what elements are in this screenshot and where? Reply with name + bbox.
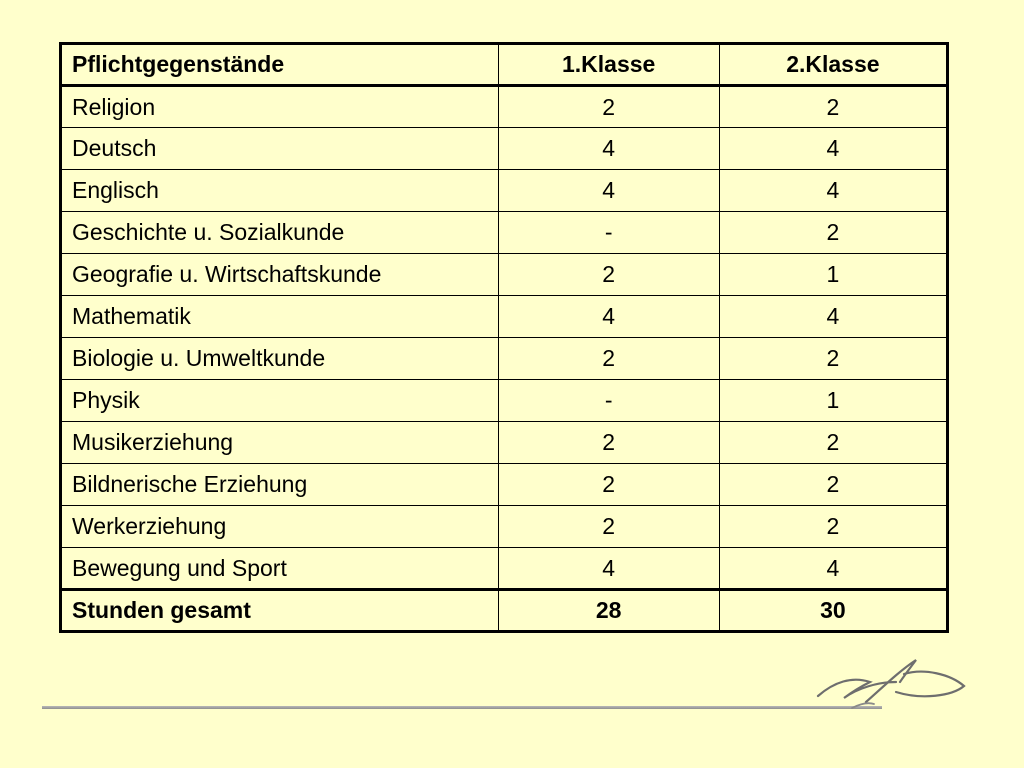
header-subject: Pflichtgegenstände (61, 44, 499, 86)
subject-cell: Physik (61, 380, 499, 422)
total-class-2: 30 (719, 590, 947, 632)
class-1-hours-cell: 4 (498, 128, 719, 170)
class-1-hours-cell: - (498, 212, 719, 254)
table-row (61, 296, 948, 338)
class-1-hours-cell: 2 (498, 86, 719, 128)
class-1-hours-cell: 2 (498, 464, 719, 506)
header-class-1: 1.Klasse (498, 44, 719, 86)
class-1-hours-cell: 4 (498, 548, 719, 590)
class-2-hours-cell: 2 (719, 86, 947, 128)
class-1-hours-cell: - (498, 380, 719, 422)
total-label: Stunden gesamt (61, 590, 499, 632)
class-1-hours-cell: 2 (498, 254, 719, 296)
table-row (61, 380, 948, 422)
class-2-hours-cell: 4 (719, 296, 947, 338)
class-1-hours-cell: 2 (498, 506, 719, 548)
subject-cell: Religion (61, 86, 499, 128)
subject-cell: Bewegung und Sport (61, 548, 499, 590)
class-1-hours-cell: 4 (498, 170, 719, 212)
class-2-hours-cell: 2 (719, 464, 947, 506)
bird-logo-icon (812, 652, 972, 714)
class-1-hours-cell: 2 (498, 338, 719, 380)
subject-cell: Geografie u. Wirtschaftskunde (61, 254, 499, 296)
table-header-row (61, 44, 948, 86)
class-2-hours-cell: 2 (719, 212, 947, 254)
class-2-hours-cell: 4 (719, 548, 947, 590)
subject-cell: Geschichte u. Sozialkunde (61, 212, 499, 254)
class-2-hours-cell: 4 (719, 128, 947, 170)
table-row (61, 548, 948, 590)
table-row (61, 464, 948, 506)
subject-cell: Werkerziehung (61, 506, 499, 548)
header-class-2: 2.Klasse (719, 44, 947, 86)
subject-cell: Englisch (61, 170, 499, 212)
table-row (61, 212, 948, 254)
subject-cell: Biologie u. Umweltkunde (61, 338, 499, 380)
table-row (61, 86, 948, 128)
class-2-hours-cell: 2 (719, 506, 947, 548)
decorative-divider-line (42, 706, 882, 709)
class-2-hours-cell: 1 (719, 380, 947, 422)
table-row (61, 254, 948, 296)
class-2-hours-cell: 4 (719, 170, 947, 212)
class-2-hours-cell: 2 (719, 422, 947, 464)
class-2-hours-cell: 1 (719, 254, 947, 296)
class-2-hours-cell: 2 (719, 338, 947, 380)
total-class-1: 28 (498, 590, 719, 632)
class-1-hours-cell: 4 (498, 296, 719, 338)
table-row (61, 128, 948, 170)
table-row (61, 338, 948, 380)
subject-hours-table (59, 42, 949, 633)
subject-cell: Bildnerische Erziehung (61, 464, 499, 506)
table-row (61, 170, 948, 212)
table-row (61, 506, 948, 548)
total-row (61, 590, 948, 632)
table-row (61, 422, 948, 464)
subject-cell: Deutsch (61, 128, 499, 170)
subject-cell: Musikerziehung (61, 422, 499, 464)
subject-cell: Mathematik (61, 296, 499, 338)
class-1-hours-cell: 2 (498, 422, 719, 464)
